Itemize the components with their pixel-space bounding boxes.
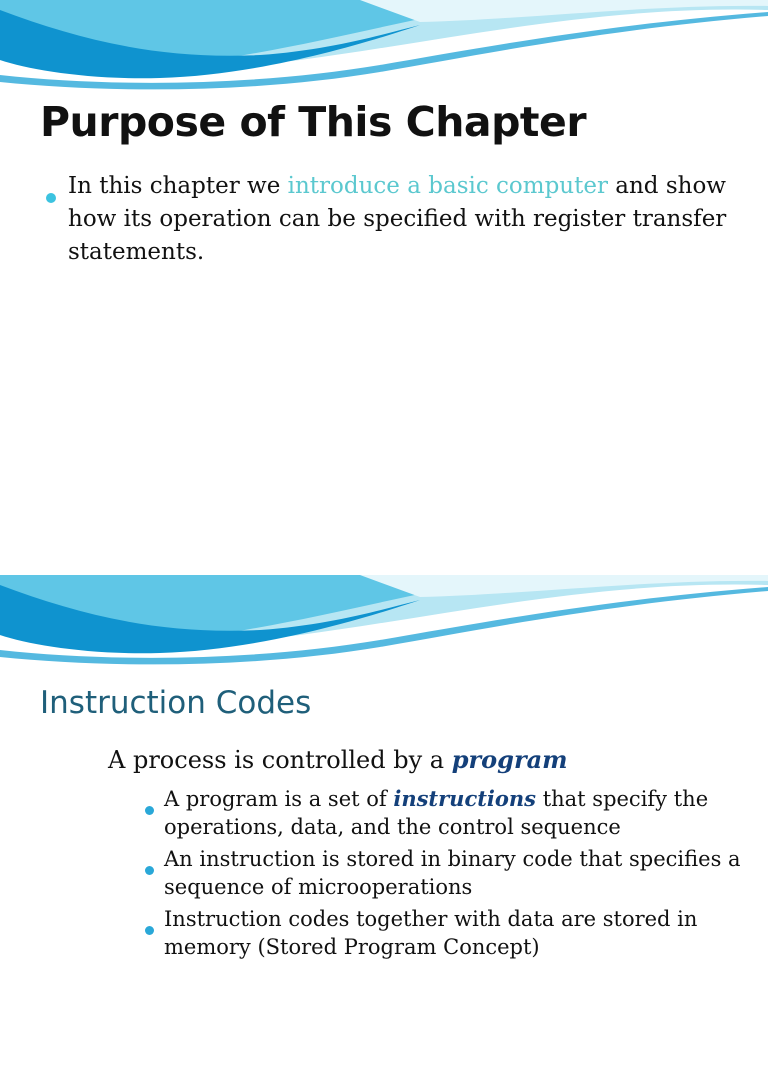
- bullet-icon: [145, 854, 154, 882]
- list-item-emphasis: instructions: [393, 786, 537, 811]
- lead-emphasis: program: [451, 745, 568, 774]
- slide-title: Instruction Codes: [40, 685, 312, 721]
- list-item: [164, 905, 754, 961]
- slide-2: [0, 575, 768, 1087]
- bullet-item: [68, 170, 728, 269]
- slide-1: [0, 0, 768, 512]
- bullet-icon: [145, 794, 154, 822]
- lead-text: A process is controlled by a: [108, 746, 452, 774]
- bullet-text-before: In this chapter we: [68, 173, 288, 199]
- bullet-icon: [145, 914, 154, 942]
- header-wave-graphic: [0, 575, 768, 665]
- list-item-text: An instruction is stored in binary code that specifies a sequence of microoperations: [164, 847, 741, 899]
- bullet-icon: [46, 180, 56, 213]
- sub-bullet-list: [164, 785, 754, 965]
- list-item-text-after: that specify the operations, data, and the control sequence: [164, 787, 709, 839]
- bullet-text-after: and show how its operation can be specified with register transfer statements.: [68, 173, 727, 265]
- lead-statement: [108, 745, 568, 774]
- list-item-text-before: A program is a set of: [164, 787, 394, 811]
- list-item: [164, 845, 754, 901]
- bullet-highlight: introduce a basic computer: [287, 173, 608, 199]
- header-wave-graphic: [0, 0, 768, 90]
- list-item: [164, 785, 754, 841]
- list-item-text: Instruction codes together with data are stored in memory (Stored Program Concept): [164, 907, 698, 959]
- slide-title: Purpose of This Chapter: [40, 98, 587, 146]
